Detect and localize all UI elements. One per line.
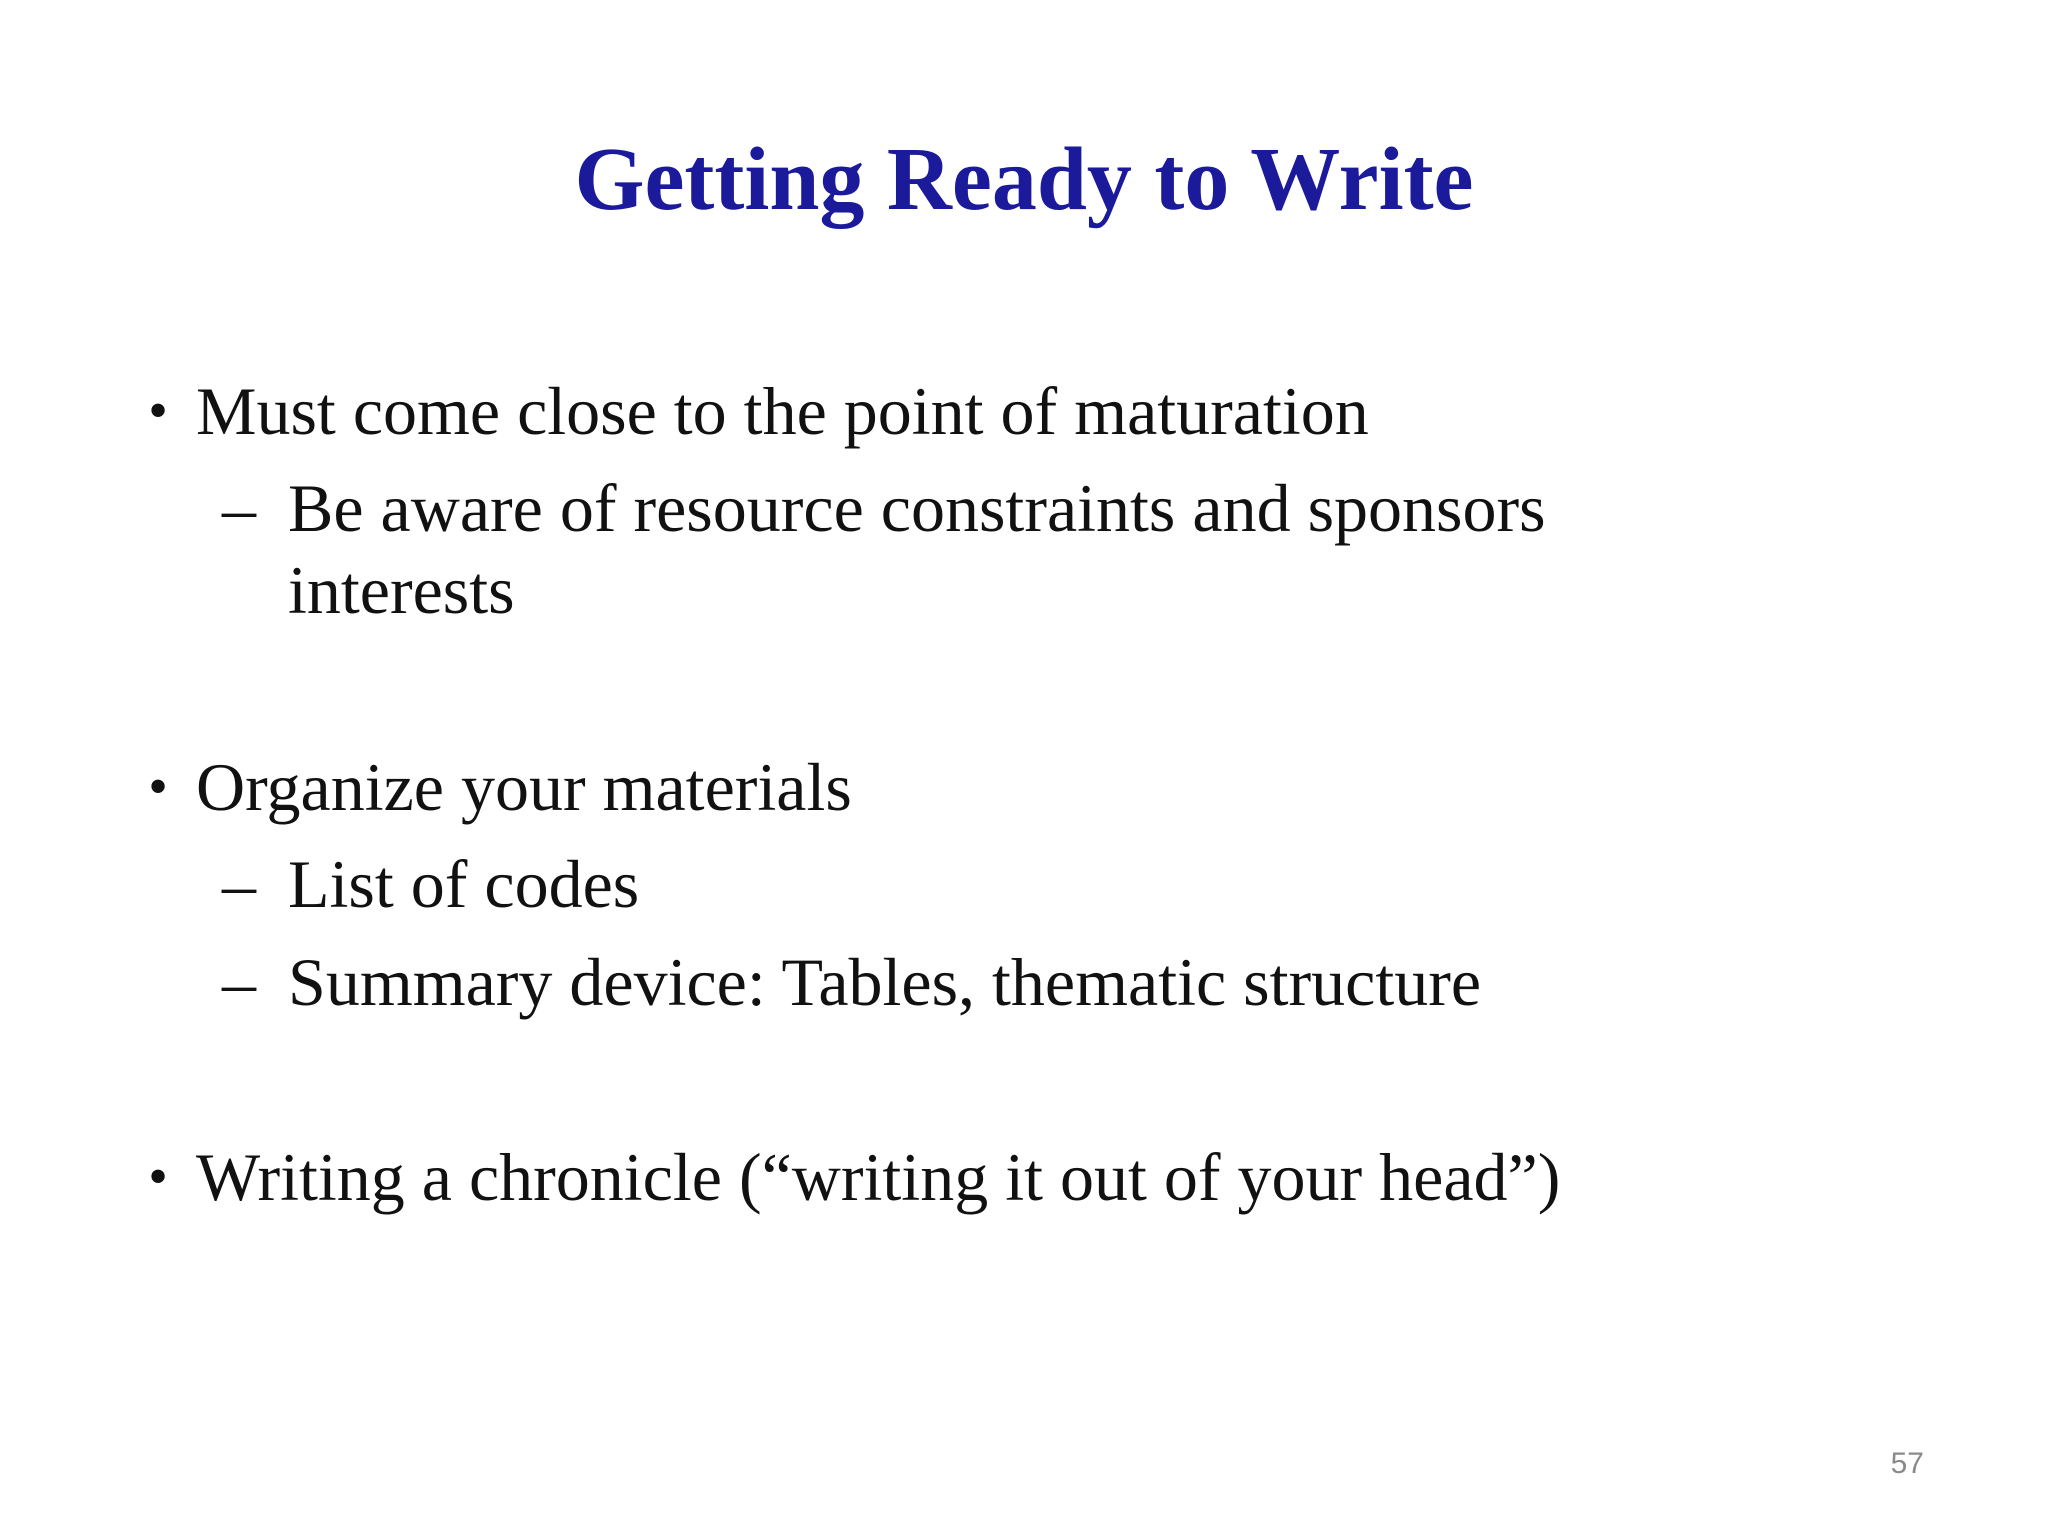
slide-title: Getting Ready to Write [574, 130, 1474, 229]
sub-bullet-item [222, 467, 1752, 631]
sub-bullet-text: Summary device: Tables, thematic structure [288, 944, 1482, 1020]
sub-bullet-text: List of codes [288, 846, 640, 922]
bullet-text: Organize your materials [196, 749, 852, 825]
bullet-marker: • [148, 1146, 168, 1208]
sub-bullet-item [222, 843, 1822, 925]
sub-bullet-text: Be aware of resource constraints and sponsors interests [288, 470, 1546, 628]
bullet-item [120, 746, 1820, 828]
bullet-item [120, 1136, 1920, 1218]
dash-marker: – [222, 470, 256, 546]
bullet-text: Must come close to the point of maturation [196, 373, 1369, 449]
dash-marker: – [222, 944, 256, 1020]
bullet-marker: • [148, 756, 168, 818]
bullet-marker: • [148, 380, 168, 442]
bullet-item [120, 370, 1820, 452]
bullet-text: Writing a chronicle (“writing it out of your head”) [196, 1139, 1561, 1215]
dash-marker: – [222, 846, 256, 922]
page-number: 57 [1890, 1447, 1924, 1480]
sub-bullet-item [222, 941, 1822, 1023]
